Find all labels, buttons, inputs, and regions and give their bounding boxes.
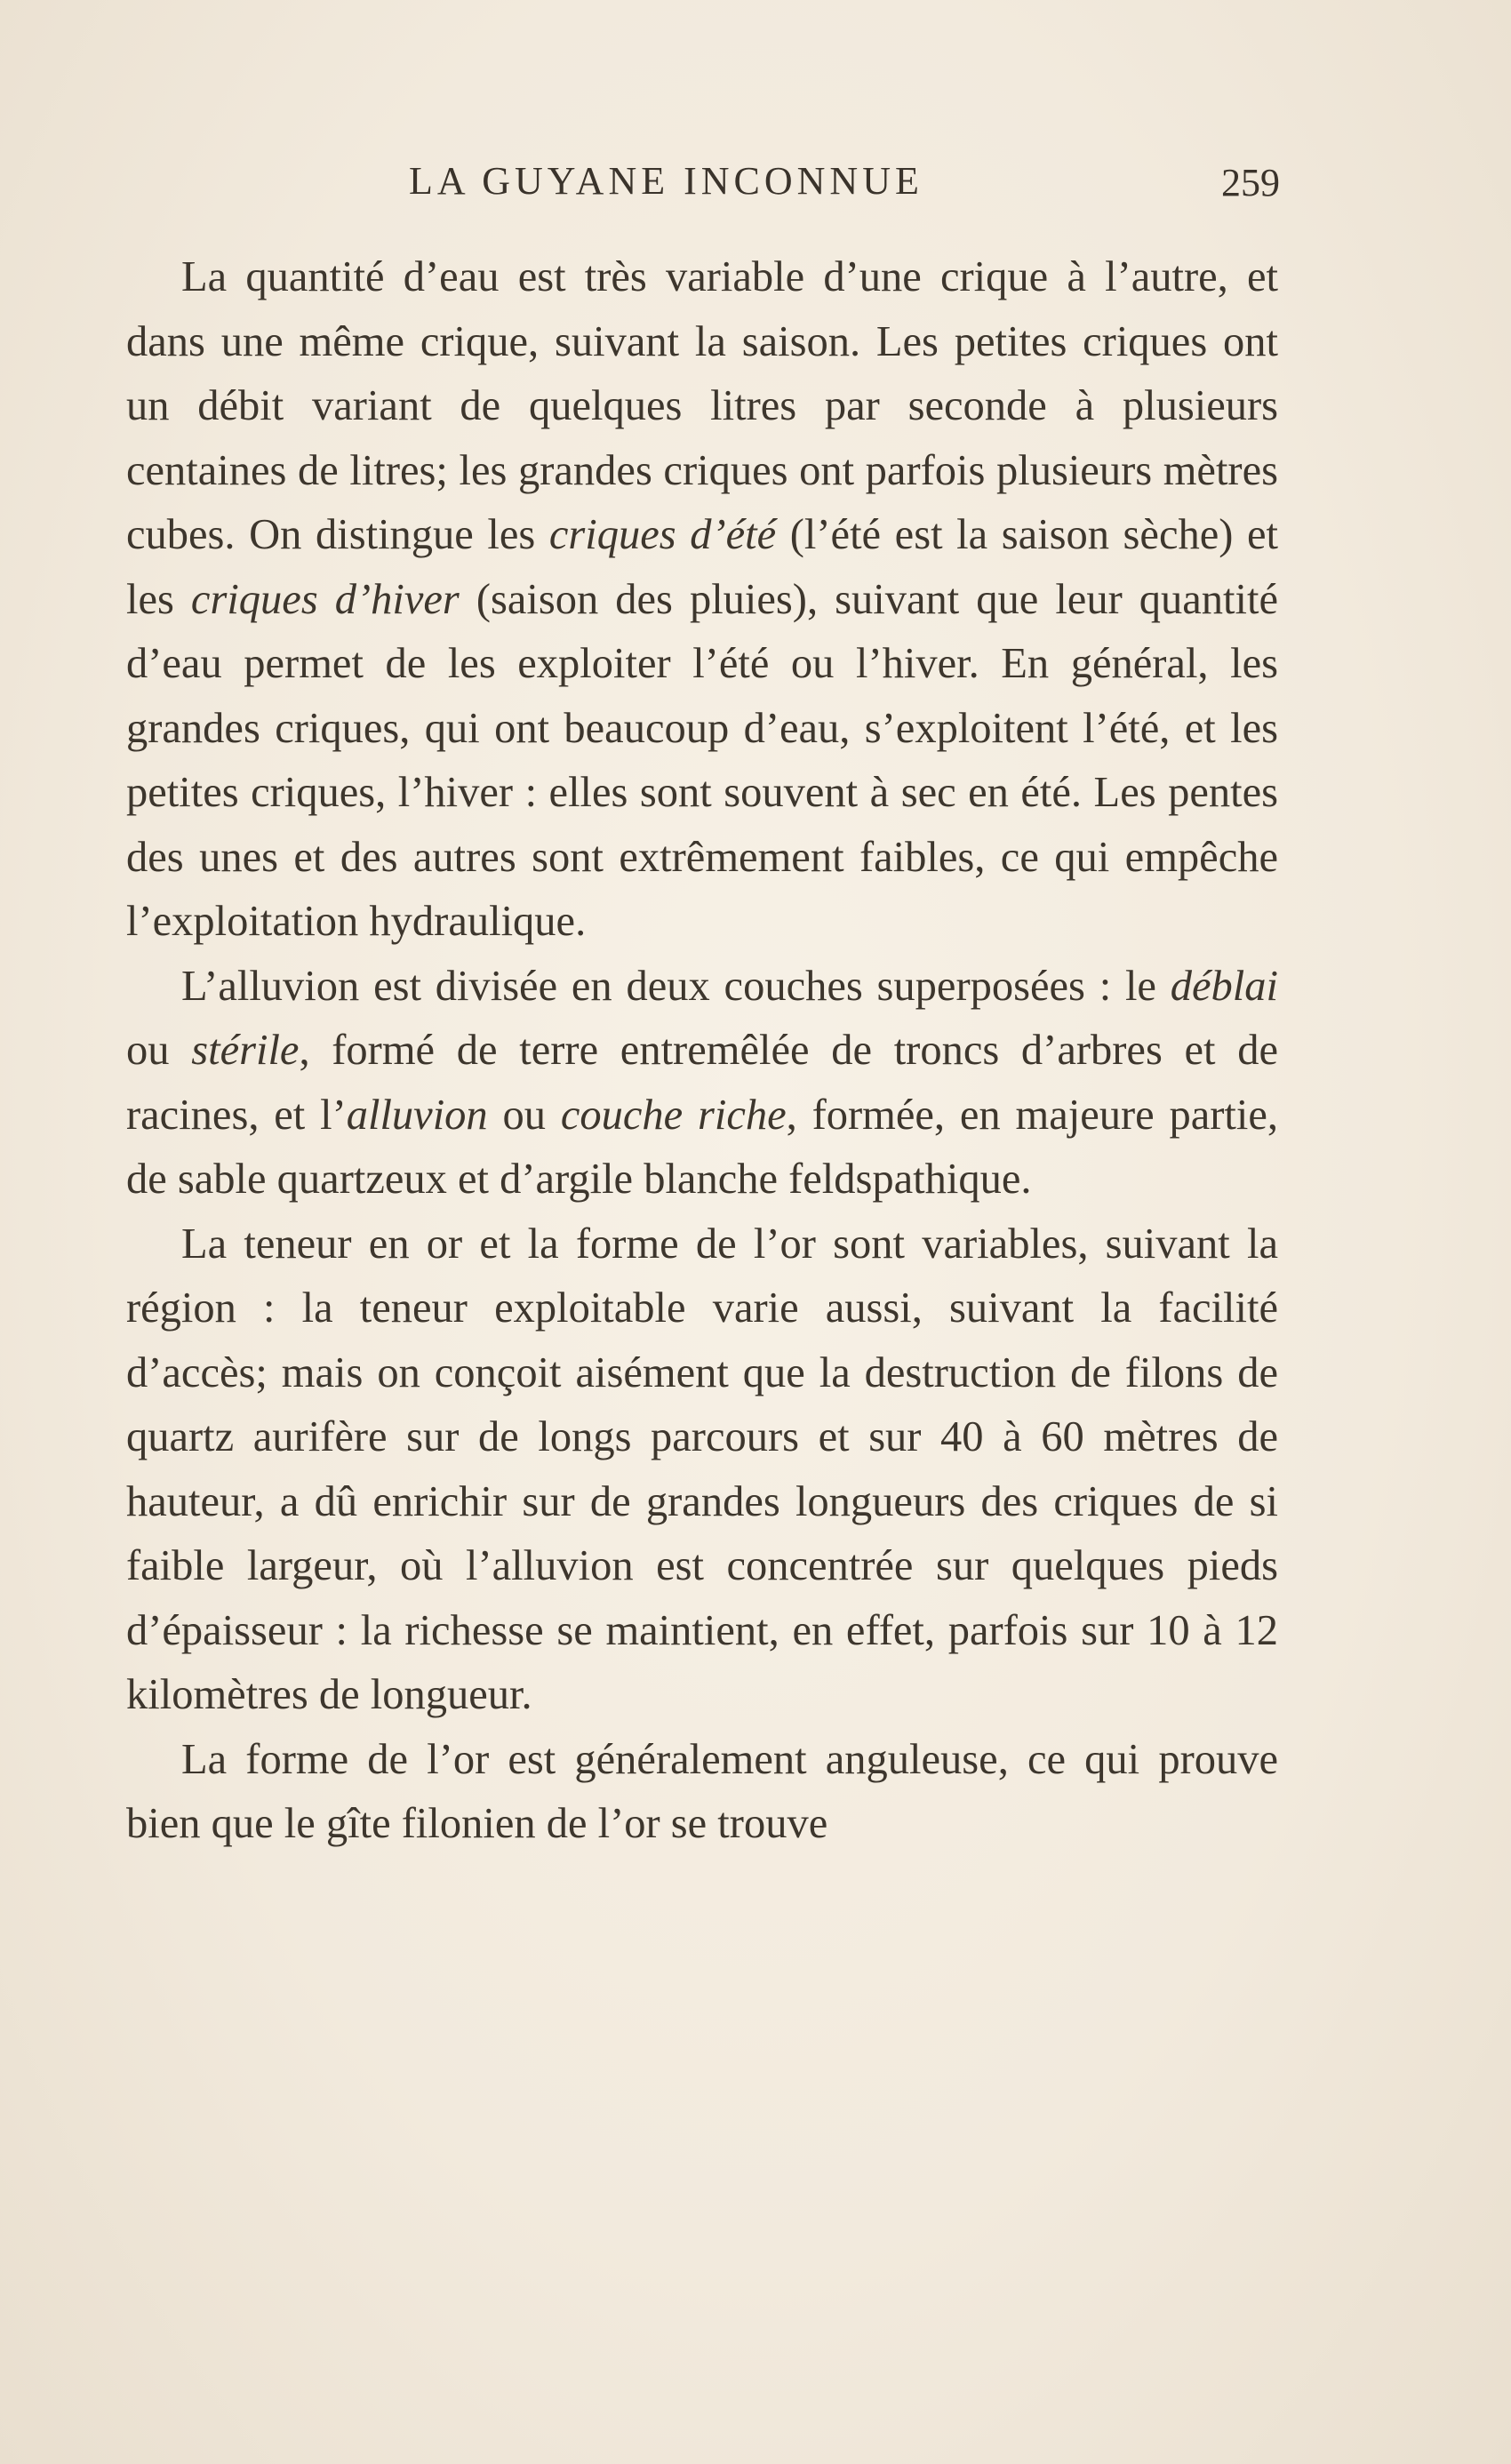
running-title: LA GUYANE INCONNUE [409, 159, 923, 203]
italic-term-alluvion: alluvion [346, 1091, 488, 1139]
text-run: La forme de l’or est généralement anguleuse, ce qui prouve bien que le gîte filonien de l’or se trouve [126, 1735, 1278, 1847]
text-run: , formé de terre entremêlée de troncs d’arbres et de racines, et l’ [126, 1027, 1278, 1139]
text-run: , formée, en majeure partie, de sable quartzeux et d’argile blanche feldspathique. [126, 1091, 1279, 1203]
text-run: ou [487, 1091, 561, 1139]
text-run: (l’été est la saison sèche) et les [126, 511, 1278, 623]
text-run: L’alluvion est divisée en deux couches superposées : le [181, 962, 1171, 1010]
italic-term-criques-hiver: criques d’hiver [190, 575, 460, 623]
italic-term-deblai: déblai [1170, 962, 1278, 1010]
text-run: La quantité d’eau est très variable d’une crique à l’autre, et dans une même crique, suivant la saison. Les petites criques ont un débit variant de quelques litres par seconde à plusieurs centaines de litres; les grandes criques ont parfois plusieurs mètres cubes. On distingue les [126, 253, 1278, 558]
page-number: 259 [1221, 161, 1280, 204]
italic-term-criques-ete: criques d’été [548, 511, 777, 558]
text-run: (saison des pluies), suivant que leur quantité d’eau permet de les exploiter l’été ou l’hiver. En général, les grandes criques, qui ont beaucoup d’eau, s’exploitent l’été, et les petites criques, l’hiver : elles sont souvent à sec en été. Les pentes des unes et des autres sont extrêmement faibles, ce qui empêche l’exploitation hydraulique. [126, 575, 1278, 945]
body-text [126, 245, 1278, 1857]
text-run: ou [126, 1027, 192, 1074]
page-header [124, 158, 1280, 212]
italic-term-sterile: stérile [191, 1027, 300, 1074]
paragraph-alluvion [126, 955, 1278, 1212]
italic-term-couche-riche: couche riche [560, 1091, 787, 1139]
paragraph-criques [126, 245, 1278, 955]
text-run: La teneur en or et la forme de l’or sont variables, suivant la région : la teneur exploitable varie aussi, suivant la facilité d’accès; mais on conçoit aisément que la destruction de filons de quartz aurifère sur de longs parcours et sur 40 à 60 mètres de hauteur, a dû enrichir sur de grandes longueurs des criques de si faible largeur, où l’alluvion est concentrée sur quelques pieds d’épaisseur : la richesse se maintient, en effet, parfois sur 10 à 12 kilomètres de longueur. [126, 1220, 1278, 1718]
paragraph-forme [126, 1728, 1278, 1857]
paragraph-teneur [126, 1212, 1278, 1728]
